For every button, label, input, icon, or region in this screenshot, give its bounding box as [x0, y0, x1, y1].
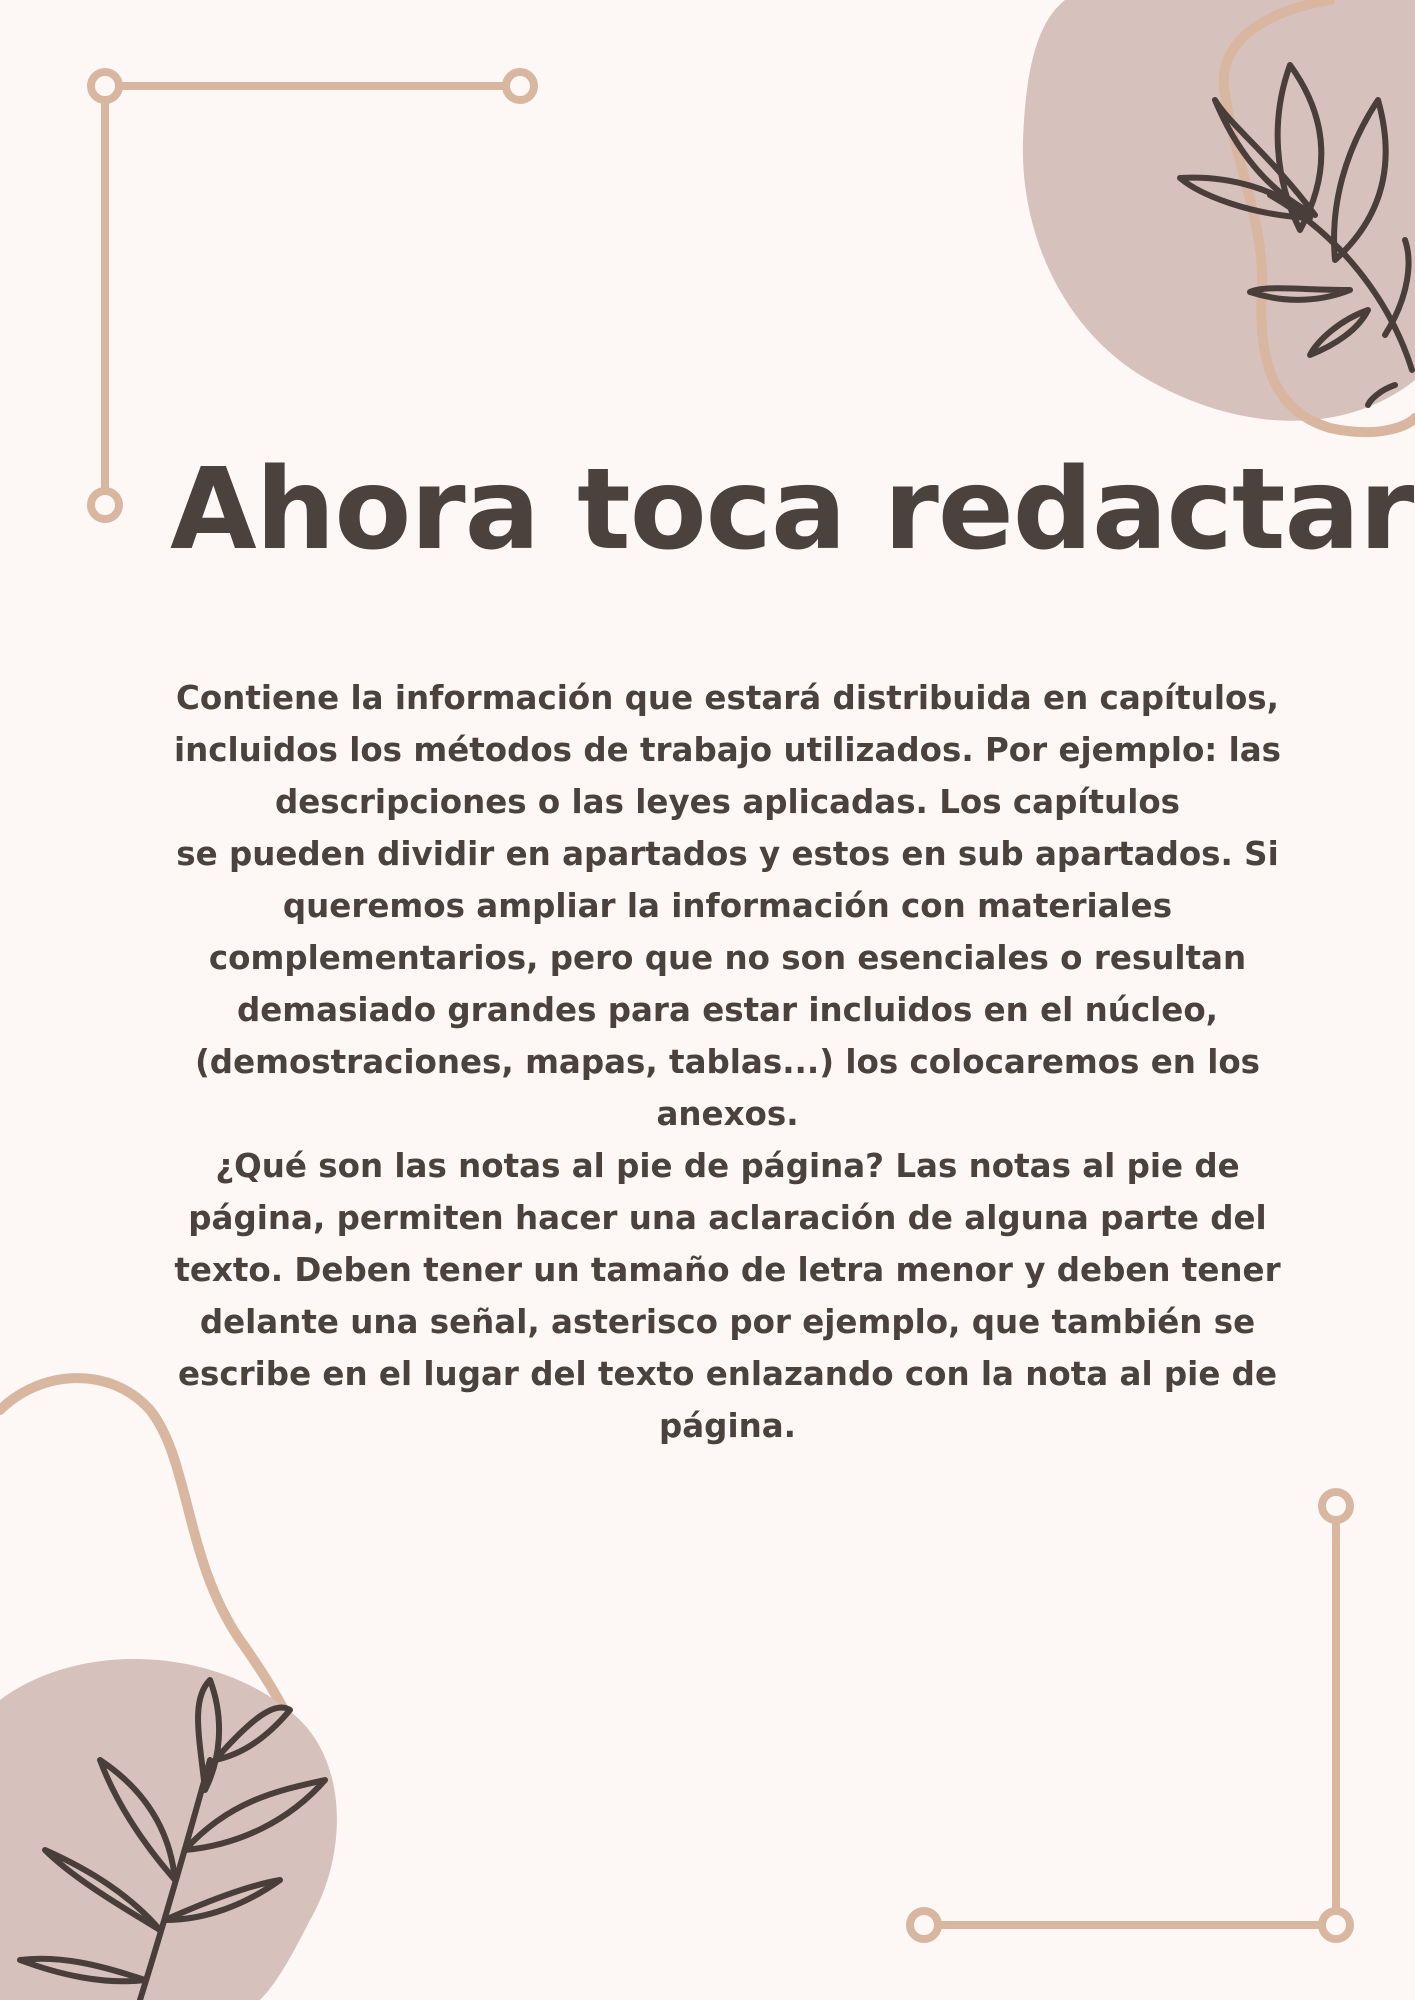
- corner-frame-icon: [910, 1492, 1350, 1939]
- paragraph: Contiene la información que estará distribuida en capítulos, incluidos los métodos de trabajo utilizados. Por ejemplo: las descripciones o las leyes aplicadas. Los capítulos: [173, 679, 1282, 821]
- body-text: [170, 672, 1285, 1452]
- page-title: Ahora toca redactar: [170, 445, 1414, 575]
- paragraph: se pueden dividir en apartados y estos en sub apartados. Si queremos ampliar la información con materiales complementarios, pero que no son esenciales o resultan demasiado grandes para estar incluidos en el núcleo, (demostraciones, mapas, tablas...) los colocaremos en los anexos.: [176, 835, 1279, 1133]
- top-right-blob: [1023, 0, 1415, 421]
- paragraph: ¿Qué son las notas al pie de página? Las notas al pie de página, permiten hacer una aclaración de alguna parte del texto. Deben tener un tamaño de letra menor y deben tener delante una señal, asterisco por ejemplo, que también se escribe en el lugar del texto enlazando con la nota al pie de página.: [174, 1147, 1281, 1445]
